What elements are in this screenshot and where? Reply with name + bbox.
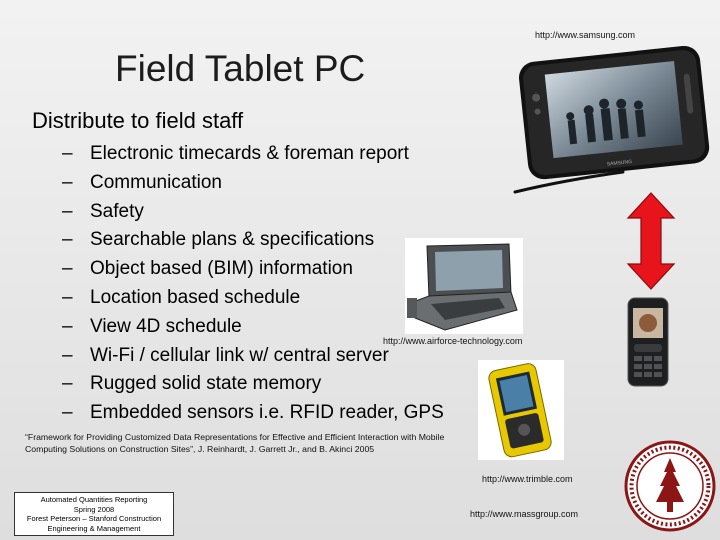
footer-line: Automated Quantities Reporting — [40, 495, 148, 504]
handheld-device-image — [478, 360, 564, 460]
bullet-item — [62, 198, 444, 227]
slide-subtitle: Distribute to field staff — [32, 108, 244, 133]
bullet-dash: – — [62, 402, 73, 424]
bullet-item — [62, 140, 444, 169]
footer-line: Engineering & Management — [47, 523, 141, 533]
bullet-dash: – — [62, 286, 73, 308]
bullet-text: Wi-Fi / cellular link w/ central server — [90, 344, 389, 366]
citation-text: “Framework for Providing Customized Data Representations for Effective and Efficient Interaction with Mobile Computing Solutions on Construction Sites”, J. Reinhardt, J. Garrett Jr., and B. Akinci 2005 — [25, 432, 445, 454]
footer-line: Spring 2008 — [73, 504, 115, 514]
mobile-phone-image — [616, 296, 678, 388]
bullet-item — [62, 226, 444, 255]
bullet-dash: – — [62, 344, 73, 366]
bullet-item — [62, 255, 444, 284]
bullet-text: View 4D schedule — [90, 315, 242, 337]
tablet-brand-label: SAMSUNG — [606, 158, 633, 168]
bullet-text: Searchable plans & specifications — [90, 229, 375, 251]
bullet-dash: – — [62, 315, 73, 337]
bullet-text: Object based (BIM) information — [90, 258, 353, 280]
bullet-item — [62, 370, 444, 399]
footer-box — [14, 492, 174, 536]
source-trimble: http://www.trimble.com — [482, 474, 573, 484]
source-samsung: http://www.samsung.com — [535, 30, 636, 40]
source-airforce: http://www.airforce-technology.com — [383, 336, 523, 346]
rugged-laptop-image — [405, 238, 523, 334]
bullet-list — [62, 140, 444, 428]
bullet-dash: – — [62, 258, 73, 280]
bullet-text: Embedded sensors i.e. RFID reader, GPS — [90, 402, 444, 424]
bullet-dash: – — [62, 229, 73, 251]
bullet-item — [62, 399, 444, 428]
bullet-text: Rugged solid state memory — [90, 373, 322, 395]
double-arrow-icon — [626, 192, 676, 290]
stanford-seal-logo — [624, 440, 716, 532]
bullet-text: Electronic timecards & foreman report — [90, 143, 409, 164]
source-massgroup: http://www.massgroup.com — [470, 509, 579, 519]
bullet-text: Location based schedule — [90, 286, 301, 308]
slide-title: Field Tablet PC — [115, 48, 366, 89]
bullet-dash: – — [62, 171, 73, 193]
bullet-item — [62, 284, 444, 313]
bullet-dash: – — [62, 373, 73, 395]
bullet-item — [62, 169, 444, 198]
bullet-dash: – — [62, 143, 73, 164]
bullet-text: Communication — [90, 171, 222, 193]
footer-line: Forest Peterson – Stanford Construction — [26, 514, 162, 524]
samsung-tablet-image — [505, 42, 715, 202]
bullet-dash: – — [62, 200, 73, 222]
bullet-text: Safety — [90, 200, 144, 222]
